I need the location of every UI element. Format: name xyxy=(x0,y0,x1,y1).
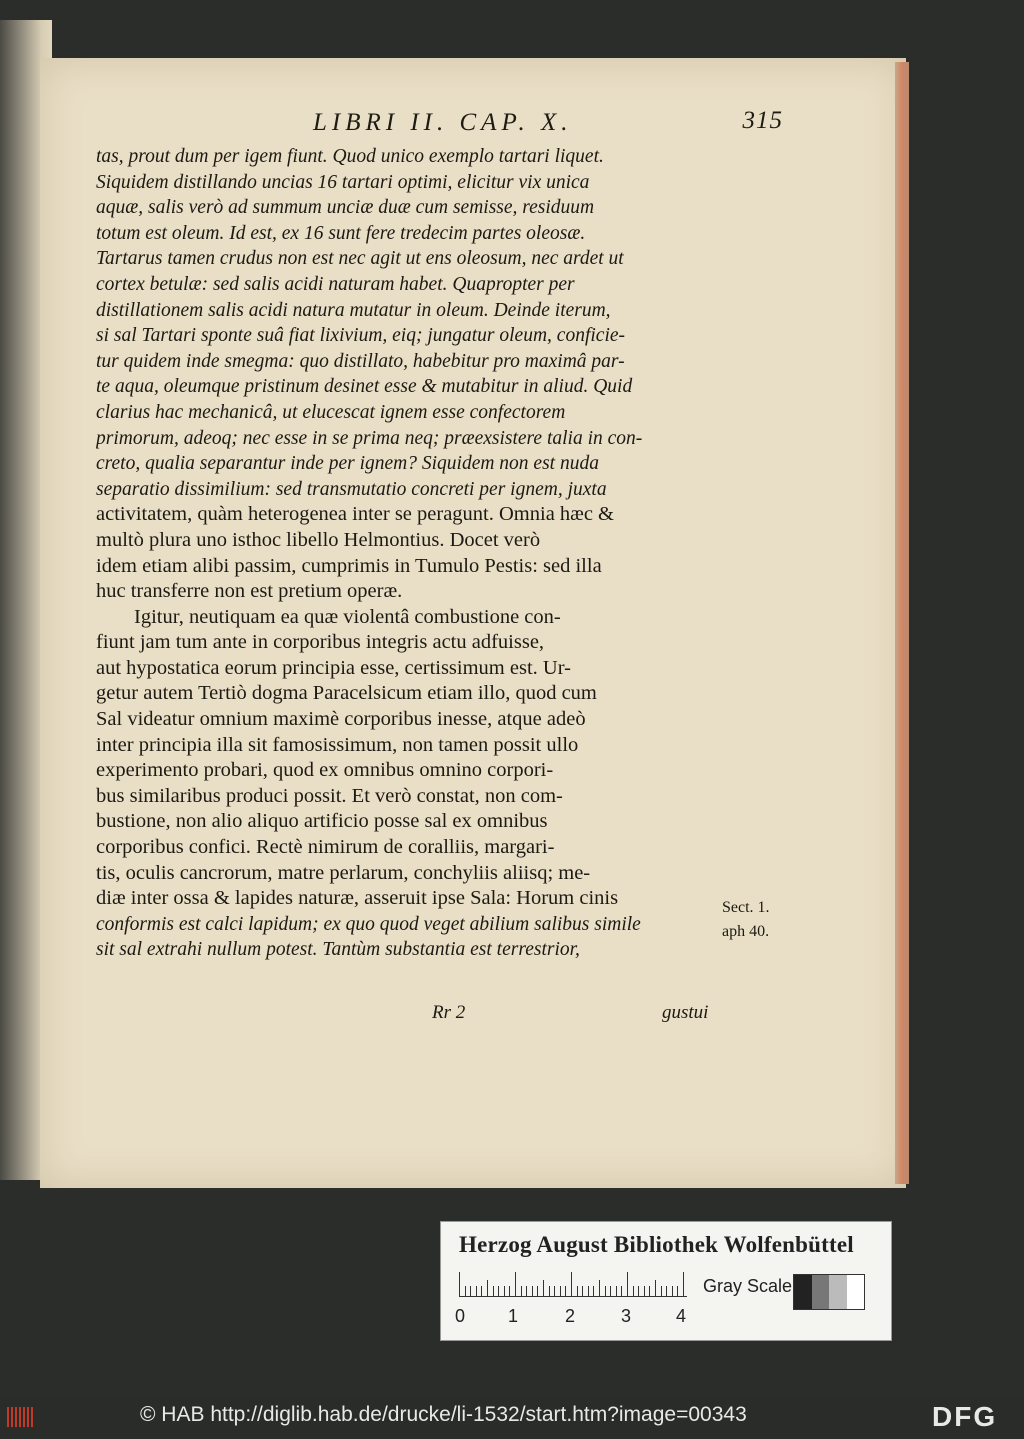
text-line: cortex betulæ: sed salis acidi naturam habet. Quapropter per xyxy=(96,273,575,295)
body-text xyxy=(96,144,720,963)
ruler-tick xyxy=(476,1286,477,1296)
library-name: Herzog August Bibliothek Wolfenbüttel xyxy=(459,1232,854,1257)
text-line: primorum, adeoq; nec esse in se prima neq; præexsistere talia in con- xyxy=(96,427,643,449)
text-line: distillationem salis acidi natura mutatur in oleum. Deinde iterum, xyxy=(96,299,611,321)
dfg-logo: DFG xyxy=(932,1401,998,1432)
text-line: getur autem Tertiò dogma Paracelsicum etiam illo, quod cum xyxy=(96,682,597,705)
ruler-number: 4 xyxy=(676,1306,687,1326)
text-line: tur quidem inde smegma: quo distillato, habebitur pro maximâ par- xyxy=(96,350,625,372)
library-barcode-icon xyxy=(6,1405,36,1429)
text-line: tis, oculis cancrorum, matre perlarum, conchyliis aliisq; me- xyxy=(96,861,591,884)
text-line: Siquidem distillando uncias 16 tartari optimi, elicitur vix unica xyxy=(96,171,590,193)
ruler-tick xyxy=(543,1280,544,1296)
text-line: huc transferre non est pretium operæ. xyxy=(96,580,403,603)
text-line: creto, qualia separantur inde per ignem? Siquidem non est nuda xyxy=(96,453,599,475)
library-color-card xyxy=(440,1221,892,1341)
ruler-tick xyxy=(577,1286,578,1296)
ruler-tick xyxy=(677,1286,678,1296)
ruler-tick xyxy=(498,1286,499,1296)
text-line: conformis est calci lapidum; ex quo quod veget abilium salibus simile xyxy=(96,913,641,935)
ruler-tick xyxy=(560,1286,561,1296)
text-line: inter principia illa sit famosissimum, non tamen possit ullo xyxy=(96,733,579,756)
ruler-number: 1 xyxy=(508,1306,519,1326)
text-line: sit sal extrahi nullum potest. Tantùm substantia est terrestrior, xyxy=(96,939,580,961)
ruler-tick xyxy=(537,1286,538,1296)
ruler-tick xyxy=(655,1280,656,1296)
ruler-tick xyxy=(627,1272,628,1296)
running-head xyxy=(313,109,783,137)
ruler-tick xyxy=(683,1272,684,1296)
ruler-tick xyxy=(593,1286,594,1296)
text-line: diæ inter ossa & lapides naturæ, asseruit ipse Sala: Horum cinis xyxy=(96,887,619,910)
gray-scale-swatches xyxy=(793,1274,865,1310)
text-line: activitatem, quàm heterogenea inter se peragunt. Omnia hæc & xyxy=(96,503,615,526)
ruler-tick xyxy=(565,1286,566,1296)
gray-scale-label: Gray Scale xyxy=(703,1276,793,1296)
ruler-tick xyxy=(493,1286,494,1296)
ruler-tick xyxy=(644,1286,645,1296)
page-fore-edge xyxy=(895,62,909,1184)
ruler-tick xyxy=(633,1286,634,1296)
text-line: Sal videatur omnium maximè corporibus inesse, atque adeò xyxy=(96,708,586,731)
text-line: idem etiam alibi passim, cumprimis in Tumulo Pestis: sed illa xyxy=(96,554,602,577)
text-line: corporibus confici. Rectè nimirum de coralliis, margari- xyxy=(96,836,555,859)
ruler-tick xyxy=(599,1280,600,1296)
ruler-tick xyxy=(582,1286,583,1296)
text-line: multò plura uno isthoc libello Helmontius. Docet verò xyxy=(96,528,541,551)
ruler-tick xyxy=(549,1286,550,1296)
ruler-tick xyxy=(649,1286,650,1296)
ruler-tick xyxy=(638,1286,639,1296)
ruler-number: 2 xyxy=(565,1306,576,1326)
ruler-tick xyxy=(621,1286,622,1296)
ruler-tick xyxy=(610,1286,611,1296)
text-line: experimento probari, quod ex omnibus omnino corpori- xyxy=(96,759,554,782)
margin-note-aphorism: aph 40. xyxy=(722,923,770,940)
text-line: te aqua, oleumque pristinum desinet esse & mutabitur in aliud. Quid xyxy=(96,376,633,398)
margin-note-section: Sect. 1. xyxy=(722,899,770,916)
ruler-number: 0 xyxy=(455,1306,466,1326)
text-line: totum est oleum. Id est, ex 16 sunt fere tredecim partes oleosæ. xyxy=(96,222,586,244)
text-line: separatio dissimilium: sed transmutatio concreti per ignem, juxta xyxy=(96,478,607,500)
ruler-tick xyxy=(487,1280,488,1296)
ruler-tick xyxy=(465,1286,466,1296)
text-line: aut hypostatica eorum principia esse, certissimum est. Ur- xyxy=(96,656,571,679)
text-line: Igitur, neutiquam ea quæ violentâ combustione con- xyxy=(134,605,561,628)
ruler-tick xyxy=(666,1286,667,1296)
ruler-scale xyxy=(459,1272,687,1297)
text-line: clarius hac mechanicâ, ut elucescat ignem esse confectorem xyxy=(96,401,566,423)
ruler-tick xyxy=(532,1286,533,1296)
ruler-tick xyxy=(616,1286,617,1296)
ruler-tick xyxy=(515,1272,516,1296)
text-line: Tartarus tamen crudus non est nec agit ut ens oleosum, nec ardet ut xyxy=(96,248,624,270)
text-line: si sal Tartari sponte suâ fiat lixivium, eiq; jungatur oleum, conficie- xyxy=(96,325,626,347)
ruler-tick xyxy=(554,1286,555,1296)
ruler-tick xyxy=(661,1286,662,1296)
signature-mark: Rr 2 xyxy=(432,1002,466,1023)
ruler-tick xyxy=(571,1272,572,1296)
ruler-number: 3 xyxy=(621,1306,632,1326)
ruler-tick xyxy=(521,1286,522,1296)
text-line: bustione, non alio aliquo artificio posse sal ex omnibus xyxy=(96,810,548,833)
ruler-tick xyxy=(504,1286,505,1296)
ruler-tick xyxy=(605,1286,606,1296)
ruler-tick xyxy=(459,1272,460,1296)
ruler-tick xyxy=(672,1286,673,1296)
text-line: fiunt jam tum ante in corporibus integris actu adfuisse, xyxy=(96,631,545,654)
text-line: tas, prout dum per igem fiunt. Quod unico exemplo tartari liquet. xyxy=(96,146,604,167)
text-line: aquæ, salis verò ad summum unciæ duæ cum semisse, residuum xyxy=(96,197,595,219)
copyright-link[interactable]: © HAB http://diglib.hab.de/drucke/li-1532/start.htm?image=00343 xyxy=(140,1403,747,1426)
viewer-footer xyxy=(0,1395,1024,1439)
catchword: gustui xyxy=(662,1002,709,1023)
ruler-tick xyxy=(470,1286,471,1296)
running-head-title: LIBRI II. CAP. X. xyxy=(313,109,573,136)
ruler-tick xyxy=(526,1286,527,1296)
text-line: bus similaribus produci possit. Et verò constat, non com- xyxy=(96,784,563,807)
page-number: 315 xyxy=(742,107,783,134)
ruler-tick xyxy=(588,1286,589,1296)
ruler-tick xyxy=(509,1286,510,1296)
ruler-tick xyxy=(481,1286,482,1296)
